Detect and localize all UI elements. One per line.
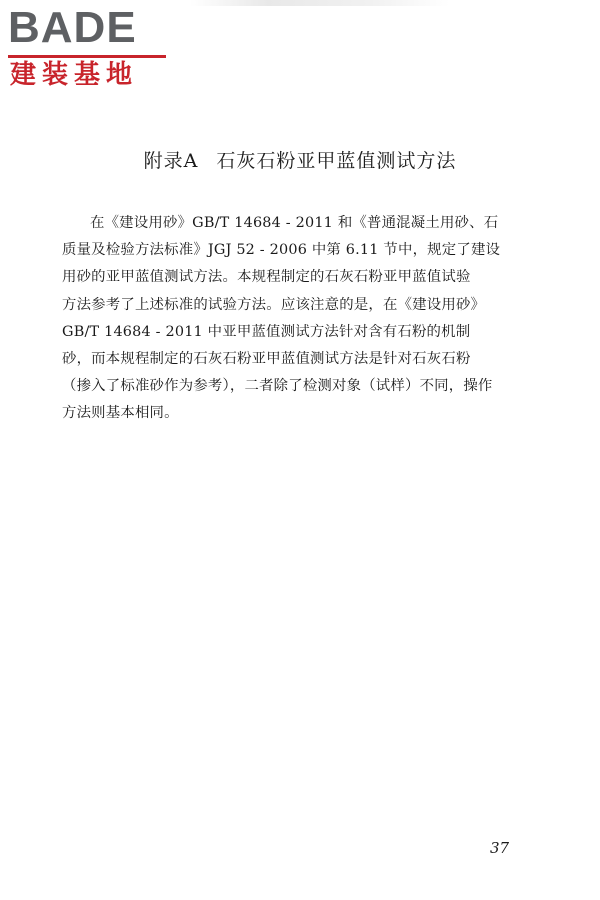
paragraph-line: 在《建设用砂》GB/T 14684 - 2011 和《普通混凝土用砂、石 <box>90 215 499 231</box>
body-paragraph <box>62 210 540 428</box>
bade-logo <box>8 4 178 94</box>
paragraph-line: 方法则基本相同。 <box>62 405 179 422</box>
page-number: 37 <box>490 839 510 857</box>
appendix-heading: 石灰石粉亚甲蓝值测试方法 <box>216 150 457 172</box>
logo-subtitle: 建装基地 <box>10 60 139 90</box>
paragraph-line: （掺入了标准砂作为参考），二者除了检测对象（试样）不同，操作 <box>62 378 493 395</box>
paragraph-line: 用砂的亚甲蓝值测试方法。本规程制定的石灰石粉亚甲蓝值试验 <box>62 269 471 286</box>
appendix-label: 附录A <box>143 150 199 172</box>
section-title <box>0 148 600 174</box>
paragraph-line: GB/T 14684 - 2011 中亚甲蓝值测试方法针对含有石粉的机制 <box>62 323 471 340</box>
paragraph-line: 质量及检验方法标准》JGJ 52 - 2006 中第 6.11 节中，规定了建设 <box>62 242 501 259</box>
scan-artifact <box>190 0 450 6</box>
paragraph-line: 砂，而本规程制定的石灰石粉亚甲蓝值测试方法是针对石灰石粉 <box>62 350 471 367</box>
logo-divider <box>8 55 166 58</box>
logo-wordmark: BADE <box>8 3 137 52</box>
paragraph-line: 方法参考了上述标准的试验方法。应该注意的是，在《建设用砂》 <box>62 296 486 313</box>
